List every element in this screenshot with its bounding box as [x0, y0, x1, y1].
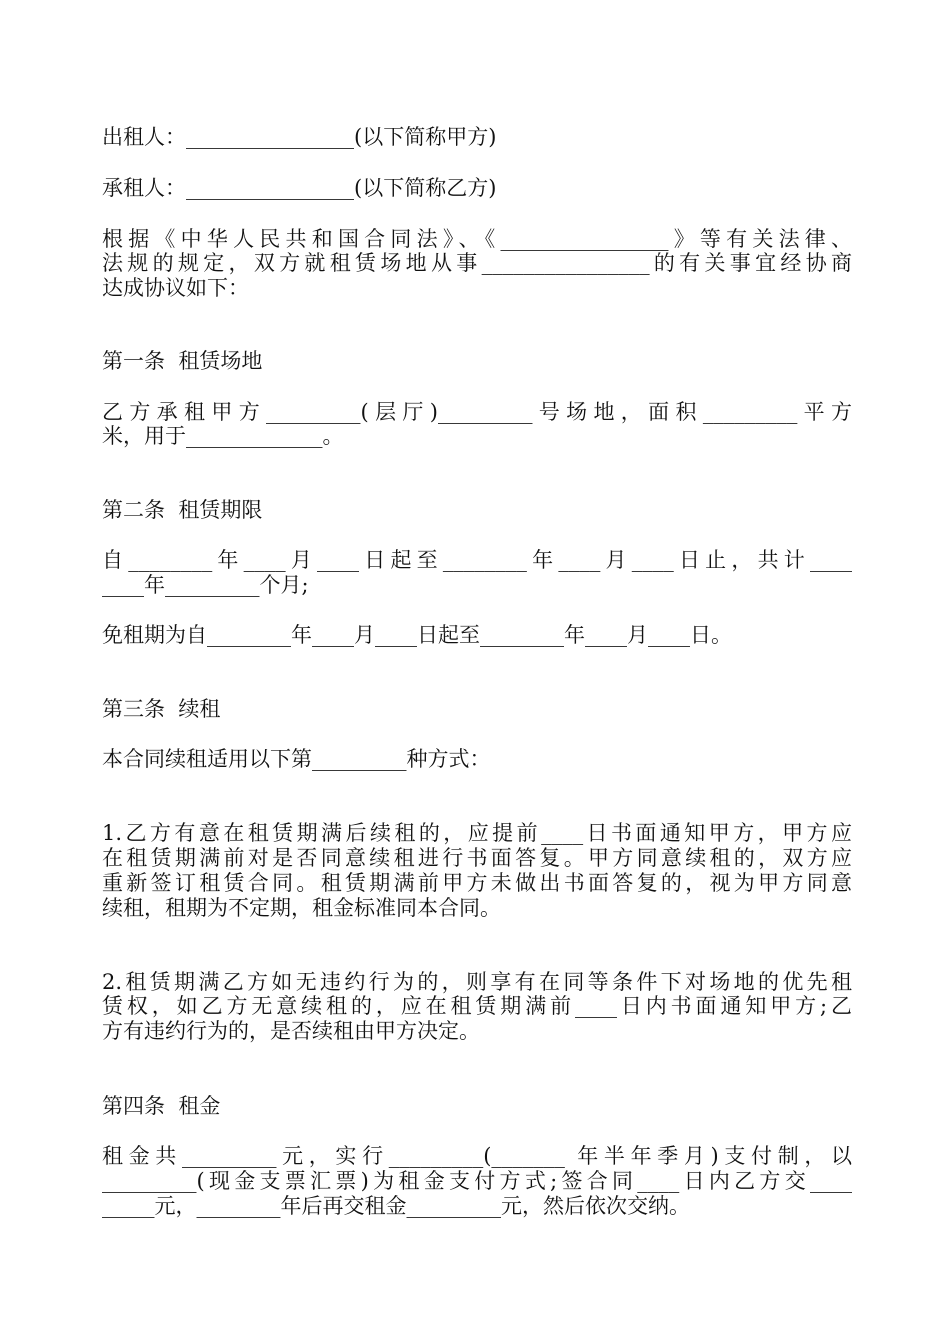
preamble-line: 根据《中华人民共和国合同法》、《________________》等有关法律、: [102, 227, 852, 251]
article-2-line: 自________年____月____日起至________年____月____日止，共计____: [102, 548, 852, 572]
preamble-line: 达成协议如下：: [102, 276, 249, 300]
option-1-line: 续租，租期为不定期，租金标准同本合同。: [102, 896, 501, 920]
lessee-line: 承租人：________________(以下简称乙方): [102, 176, 497, 200]
article-4-heading: 第四条 租金: [102, 1094, 221, 1118]
article-4-line: 租金共_________元，实行_________(_______ 年半年季月)支付制，以: [102, 1144, 852, 1168]
article-4-line: _____元，________年后再交租金_________元，然后依次交纳。: [102, 1194, 690, 1218]
article-3-intro: 本合同续租适用以下第_________种方式：: [102, 747, 491, 771]
preamble-line: 法规的规定，双方就租赁场地从事________________的有关事宜经协商: [102, 251, 852, 275]
free-period-line: 免租期为自________年____月____日起至________年____月____日。: [102, 623, 732, 647]
article-1-line: 米，用于_____________。: [102, 424, 344, 448]
option-2-line: 方有违约行为的，是否续租由甲方决定。: [102, 1019, 480, 1043]
option-1-line: 重新签订租赁合同。租赁期满前甲方未做出书面答复的，视为甲方同意: [102, 871, 852, 895]
option-2-line: 2.租赁期满乙方如无违约行为的，则享有在同等条件下对场地的优先租: [102, 970, 852, 994]
article-1-heading: 第一条 租赁场地: [102, 349, 263, 373]
article-3-heading: 第三条 续租: [102, 697, 221, 721]
article-1-line: 乙方承租甲方_________(层厅)_________号场地，面积_________平方: [102, 400, 852, 424]
article-4-line: _________(现金支票汇票)为租金支付方式;签合同____日内乙方交____: [102, 1169, 852, 1193]
lessor-line: 出租人：________________(以下简称甲方): [102, 125, 497, 149]
option-1-line: 1.乙方有意在租赁期满后续租的，应提前____日书面通知甲方，甲方应: [102, 821, 852, 845]
article-2-heading: 第二条 租赁期限: [102, 498, 263, 522]
option-2-line: 赁权，如乙方无意续租的，应在租赁期满前____日内书面通知甲方;乙: [102, 994, 852, 1018]
article-2-line: ____年_________个月;: [102, 573, 309, 597]
option-1-line: 在租赁期满前对是否同意续租进行书面答复。甲方同意续租的，双方应: [102, 846, 852, 870]
